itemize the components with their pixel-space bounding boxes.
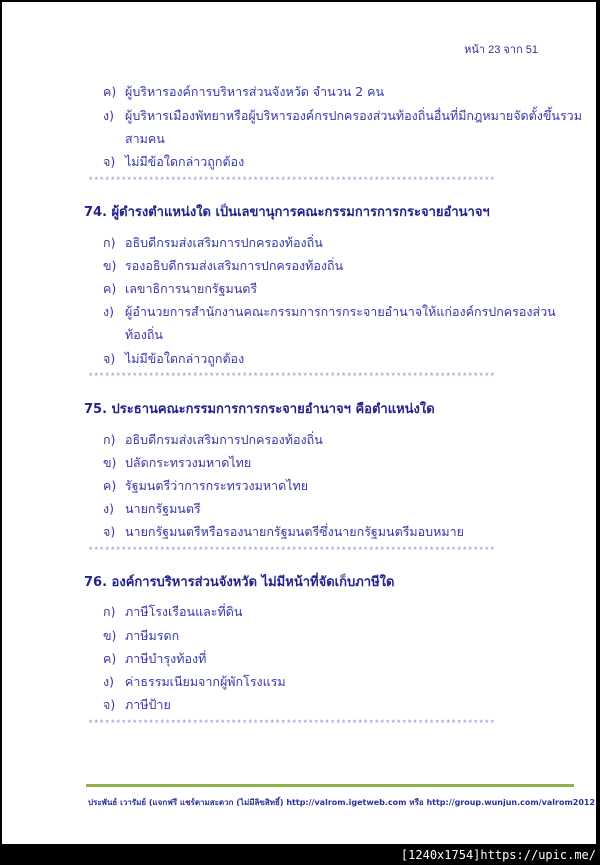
question-76-title: 76. องค์การบริหารส่วนจังหวัด ไม่มีหน้าที่จัดเก็บภาษีใด [84, 575, 395, 590]
q76-option-a: ก) ภาษีโรงเรือนและที่ดิน [103, 604, 243, 619]
option-c: ค) ผู้บริหารองค์การบริหารส่วนจังหวัด จำนวน 2 คน [103, 84, 385, 99]
separator: ************************************************************************** [88, 546, 496, 556]
q76-option-d: ง) ค่าธรรมเนียมจากผู้พักโรงแรม [103, 674, 286, 689]
q75-option-d: ง) นายกรัฐมนตรี [103, 501, 201, 516]
q75-option-c: ค) รัฐมนตรีว่าการกระทรวงมหาดไทย [103, 478, 309, 493]
q76-option-b: ข) ภาษีมรดก [103, 628, 180, 643]
q74-option-e: จ) ไม่มีข้อใดกล่าวถูกต้อง [103, 351, 245, 366]
document-page [2, 2, 596, 844]
page-number: หน้า 23 จาก 51 [464, 44, 538, 56]
option-d: ง) ผู้บริหารเมืองพัทยาหรือผู้บริหารองค์กรปกครองส่วนท้องถิ่นอื่นที่มีกฎหมายจัดตั้งขึ้นรวม [103, 108, 582, 123]
q74-option-c: ค) เลขาธิการนายกรัฐมนตรี [103, 281, 258, 296]
q75-option-a: ก) อธิบดีกรมส่งเสริมการปกครองท้องถิ่น [103, 432, 323, 447]
option-d-continued: สามคน [125, 131, 165, 146]
separator: ************************************************************************** [88, 176, 496, 186]
footer-credit: ประพันธ์ เวารัมย์ (แจกฟรี แชร์ตามสะดวก (ไม่มีลิขสิทธิ์) http://valrom.igetweb.com หรือ http://group.wunjun.com/valrom2012 [88, 798, 596, 807]
q76-option-c: ค) ภาษีบำรุงท้องที่ [103, 651, 207, 666]
q75-option-b: ข) ปลัดกระทรวงมหาดไทย [103, 455, 252, 470]
q74-option-a: ก) อธิบดีกรมส่งเสริมการปกครองท้องถิ่น [103, 235, 323, 250]
footer-divider [86, 784, 574, 787]
separator: ************************************************************************** [88, 719, 496, 729]
separator: ************************************************************************** [88, 372, 496, 382]
question-75-title: 75. ประธานคณะกรรมการการกระจายอำนาจฯ คือตำแหน่งใด [84, 402, 435, 417]
question-74-title: 74. ผู้ดำรงตำแหน่งใด เป็นเลขานุการคณะกรรมการการกระจายอำนาจฯ [84, 205, 490, 220]
q76-option-e: จ) ภาษีป้าย [103, 697, 171, 712]
option-e: จ) ไม่มีข้อใดกล่าวถูกต้อง [103, 154, 245, 169]
q74-option-d-continued: ท้องถิ่น [125, 327, 163, 342]
q75-option-e: จ) นายกรัฐมนตรีหรือรองนายกรัฐมนตรีซึ่งนายกรัฐมนตรีมอบหมาย [103, 524, 464, 539]
image-watermark: [1240x1754]https://upic.me/ [400, 848, 596, 862]
q74-option-b: ข) รองอธิบดีกรมส่งเสริมการปกครองท้องถิ่น [103, 258, 344, 273]
q74-option-d: ง) ผู้อำนวยการสำนักงานคณะกรรมการการกระจายอำนาจให้แก่องค์กรปกครองส่วน [103, 304, 556, 319]
